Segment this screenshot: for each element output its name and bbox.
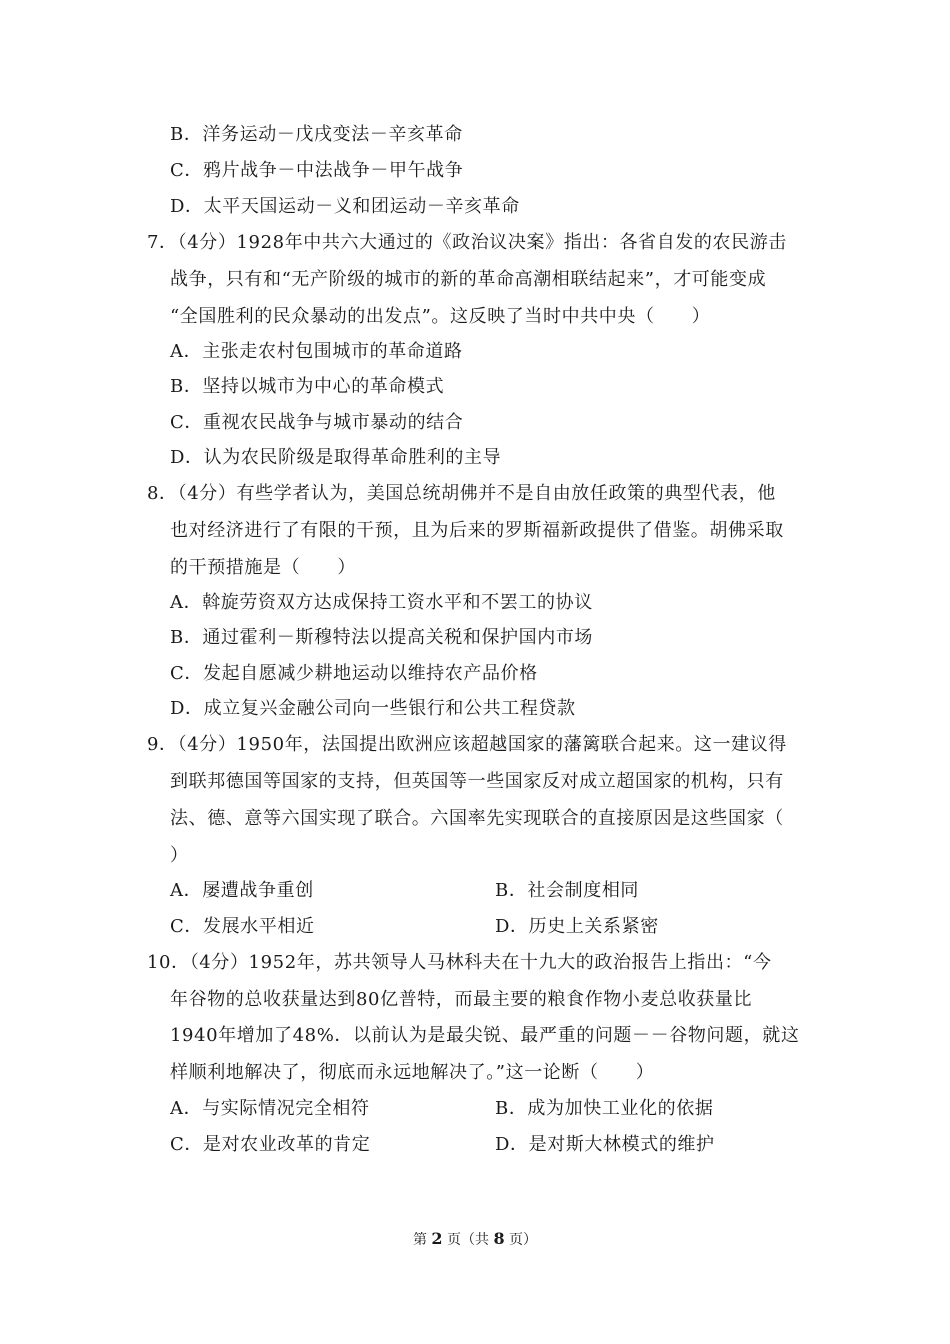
option-b: B．洋务运动－戊戌变法－辛亥革命 — [170, 124, 463, 145]
question-9-stem-line-2: 到联邦德国等国家的支持，但英国等一些国家反对成立超国家的机构，只有 — [170, 771, 784, 792]
question-10-stem-line-2: 年谷物的总收获量达到80亿普特，而最主要的粮食作物小麦总收获量比 — [170, 989, 753, 1010]
question-7-option-b: B．坚持以城市为中心的革命模式 — [170, 376, 445, 397]
question-9-option-d: D．历史上关系紧密 — [495, 916, 659, 937]
total-page-number: 8 — [493, 1229, 505, 1248]
question-9-stem-line-1: 9．（4分）1950年，法国提出欧洲应该超越国家的藩篱联合起来。这一建议得 — [147, 734, 787, 755]
question-10-option-c: C．是对农业改革的肯定 — [170, 1134, 371, 1155]
question-9-option-c: C．发展水平相近 — [170, 916, 315, 937]
question-10-option-a: A．与实际情况完全相符 — [170, 1098, 370, 1119]
question-7-stem-line-1: 7．（4分）1928年中共六大通过的《政治议决案》指出：各省自发的农民游击 — [147, 232, 787, 253]
question-10-stem-line-3: 1940年增加了48%．以前认为是最尖锐、最严重的问题－－谷物问题，就这 — [170, 1025, 800, 1046]
question-9-option-b: B．社会制度相同 — [495, 880, 640, 901]
question-7-stem-line-3: “全国胜利的民众暴动的出发点”。这反映了当时中共中央（ ） — [170, 306, 711, 327]
question-8-stem-line-1: 8．（4分）有些学者认为，美国总统胡佛并不是自由放任政策的典型代表，他 — [147, 483, 776, 504]
question-7-stem-line-2: 战争，只有和“无产阶级的城市的新的革命高潮相联结起来”，才可能变成 — [170, 269, 767, 290]
question-8-option-c: C．发起自愿减少耕地运动以维持农产品价格 — [170, 663, 538, 684]
question-10-option-d: D．是对斯大林模式的维护 — [495, 1134, 715, 1155]
footer-prefix: 第 — [412, 1232, 427, 1248]
question-9-stem-line-3: 法、德、意等六国实现了联合。六国率先实现联合的直接原因是这些国家（ — [170, 808, 784, 829]
question-7-option-d: D．认为农民阶级是取得革命胜利的主导 — [170, 447, 502, 468]
question-8-option-a: A．斡旋劳资双方达成保持工资水平和不罢工的协议 — [170, 592, 593, 613]
question-8-option-b: B．通过霍利－斯穆特法以提高关税和保护国内市场 — [170, 627, 594, 648]
option-d: D．太平天国运动－义和团运动－辛亥革命 — [170, 196, 520, 217]
question-10-stem-line-1: 10．（4分）1952年，苏共领导人马林科夫在十九大的政治报告上指出：“今 — [147, 952, 772, 973]
footer-middle: 页（共 — [447, 1232, 489, 1248]
question-8-stem-line-2: 也对经济进行了有限的干预，且为后来的罗斯福新政提供了借鉴。胡佛采取 — [170, 520, 784, 541]
question-9-option-a: A．屡遭战争重创 — [170, 880, 314, 901]
question-10-option-b: B．成为加快工业化的依据 — [495, 1098, 714, 1119]
question-7-option-a: A．主张走农村包围城市的革命道路 — [170, 341, 463, 362]
current-page-number: 2 — [431, 1229, 443, 1248]
page-footer — [0, 1229, 950, 1250]
option-c: C．鸦片战争－中法战争－甲午战争 — [170, 160, 464, 181]
question-8-option-d: D．成立复兴金融公司向一些银行和公共工程贷款 — [170, 698, 576, 719]
footer-suffix: 页） — [509, 1232, 538, 1248]
question-8-stem-line-3: 的干预措施是（ ） — [170, 557, 356, 578]
question-7-option-c: C．重视农民战争与城市暴动的结合 — [170, 412, 464, 433]
question-10-stem-line-4: 样顺利地解决了，彻底而永远地解决了。”这一论断（ ） — [170, 1062, 655, 1083]
question-9-stem-line-4: ） — [170, 845, 189, 866]
